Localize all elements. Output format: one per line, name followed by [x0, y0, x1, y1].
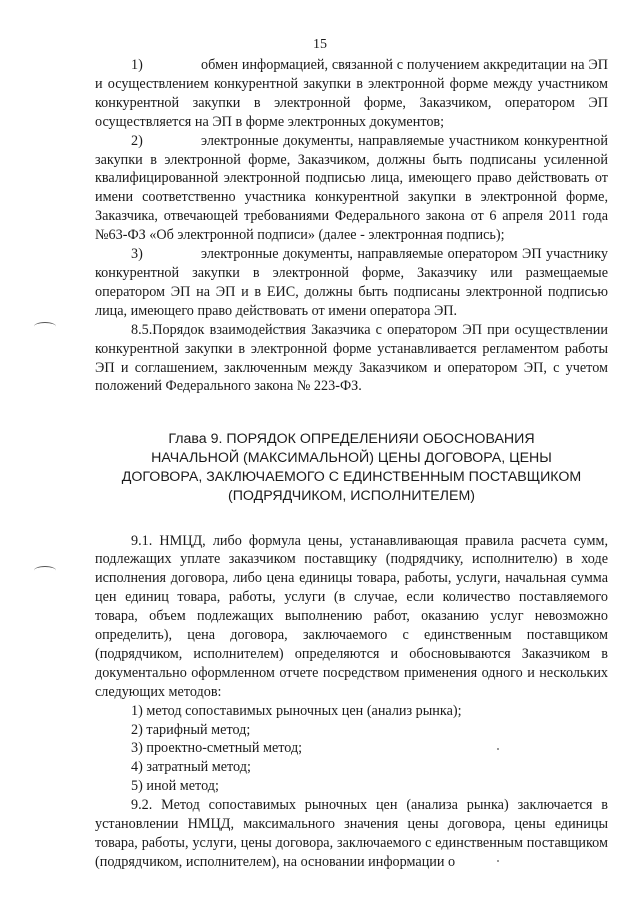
heading-line-3: ДОГОВОРА, ЗАКЛЮЧАЕМОГО С ЕДИНСТВЕННЫМ ПОСТАВЩИКОМ	[121, 468, 582, 485]
method-item: 4) затратный метод;	[131, 759, 251, 776]
list-item-number: 2)	[131, 132, 143, 149]
list-item-3	[95, 245, 608, 321]
list-item-number: 3)	[131, 246, 143, 263]
method-item: 1) метод сопоставимых рыночных цен (анализ рынка);	[131, 702, 462, 719]
method-item: 5) иной метод;	[131, 778, 219, 795]
margin-mark-bottom	[34, 566, 56, 575]
heading-line-4: (ПОДРЯДЧИКОМ, ИСПОЛНИТЕЛЕМ)	[228, 487, 475, 504]
heading-line-2: НАЧАЛЬНОЙ (МАКСИМАЛЬНОЙ) ЦЕНЫ ДОГОВОРА, ЦЕНЫ	[151, 450, 552, 467]
page-number: 15	[313, 37, 327, 52]
method-item: 3) проектно-сметный метод;	[131, 740, 303, 757]
heading-line-1: Глава 9. ПОРЯДОК ОПРЕДЕЛЕНИЯИ ОБОСНОВАНИЯ	[168, 431, 535, 448]
list-item-text: электронные документы, направляемые оператором ЭП участнику конкурентной закупки в электронной форме, Заказчику или размещаемые оператором ЭП на ЭП и в ЕИС, должны быть подписаны электронной подписью лица, имеющего право действовать от имени оператора ЭП.	[95, 246, 608, 319]
list-item-1	[95, 56, 608, 132]
list-item-text: электронные документы, направляемые участником конкурентной закупки в электронной форме, Заказчиком, должны быть подписаны усиленной квалифицированной электронной подписью лица, имеющего право действовать от имени соответственно участника конкурентной закупки в электронной форме, Заказчика, отвечающей требованиями Федерального закона от 6 апреля 2011 года №63-ФЗ «Об электронной подписи» (далее - электронная подпись);	[95, 132, 608, 244]
paragraph-9-1: 9.1. НМЦД, либо формула цены, устанавливающая правила расчета сумм, подлежащих уплате заказчиком поставщику (подрядчику, исполнителю) в ходе исполнения договора, либо цена единицы товара, работы, услуги, начальная сумма цен единиц товара, работы, услуги (в случае, если количество поставляемого товара, объем подлежащих выполнению работ, оказанию услуг невозможно определить), цена договора, заключаемого с единственным поставщиком (подрядчиком, исполнителем) определяются и обосновываются Заказчиком в документально оформленном отчете посредством применения одного и нескольких следующих методов:	[95, 532, 608, 700]
chapter-heading	[95, 430, 608, 505]
list-item-number: 1)	[131, 57, 143, 73]
method-item: 2) тарифный метод;	[131, 721, 251, 738]
list-item-2	[95, 132, 608, 245]
list-item-text: обмен информацией, связанной с получением аккредитации на ЭП и осуществлением конкурентной закупки в электронной форме между участником конкурентной закупки в электронной форме, Заказчиком, оператором ЭП осуществляется на ЭП в форме электронных документов;	[95, 57, 608, 130]
document-body	[95, 56, 608, 872]
paragraph-9-2: 9.2. Метод сопоставимых рыночных цен (анализа рынка) заключается в установлении НМЦД, максимального значения цены договора, цены единицы товара, работы, услуги, цены договора, заключаемого с единственным поставщиком (подрядчиком, исполнителем), на основании информации о	[95, 797, 608, 870]
methods-list	[95, 702, 608, 797]
paragraph-8-5: 8.5.Порядок взаимодействия Заказчика с оператором ЭП при осуществлении конкурентной закупки в электронной форме устанавливается регламентом работы ЭП и соглашением, заключенным между Заказчиком и оператором ЭП, с учетом положений Федерального закона № 223-ФЗ.	[95, 321, 608, 395]
margin-mark-top	[34, 322, 56, 331]
